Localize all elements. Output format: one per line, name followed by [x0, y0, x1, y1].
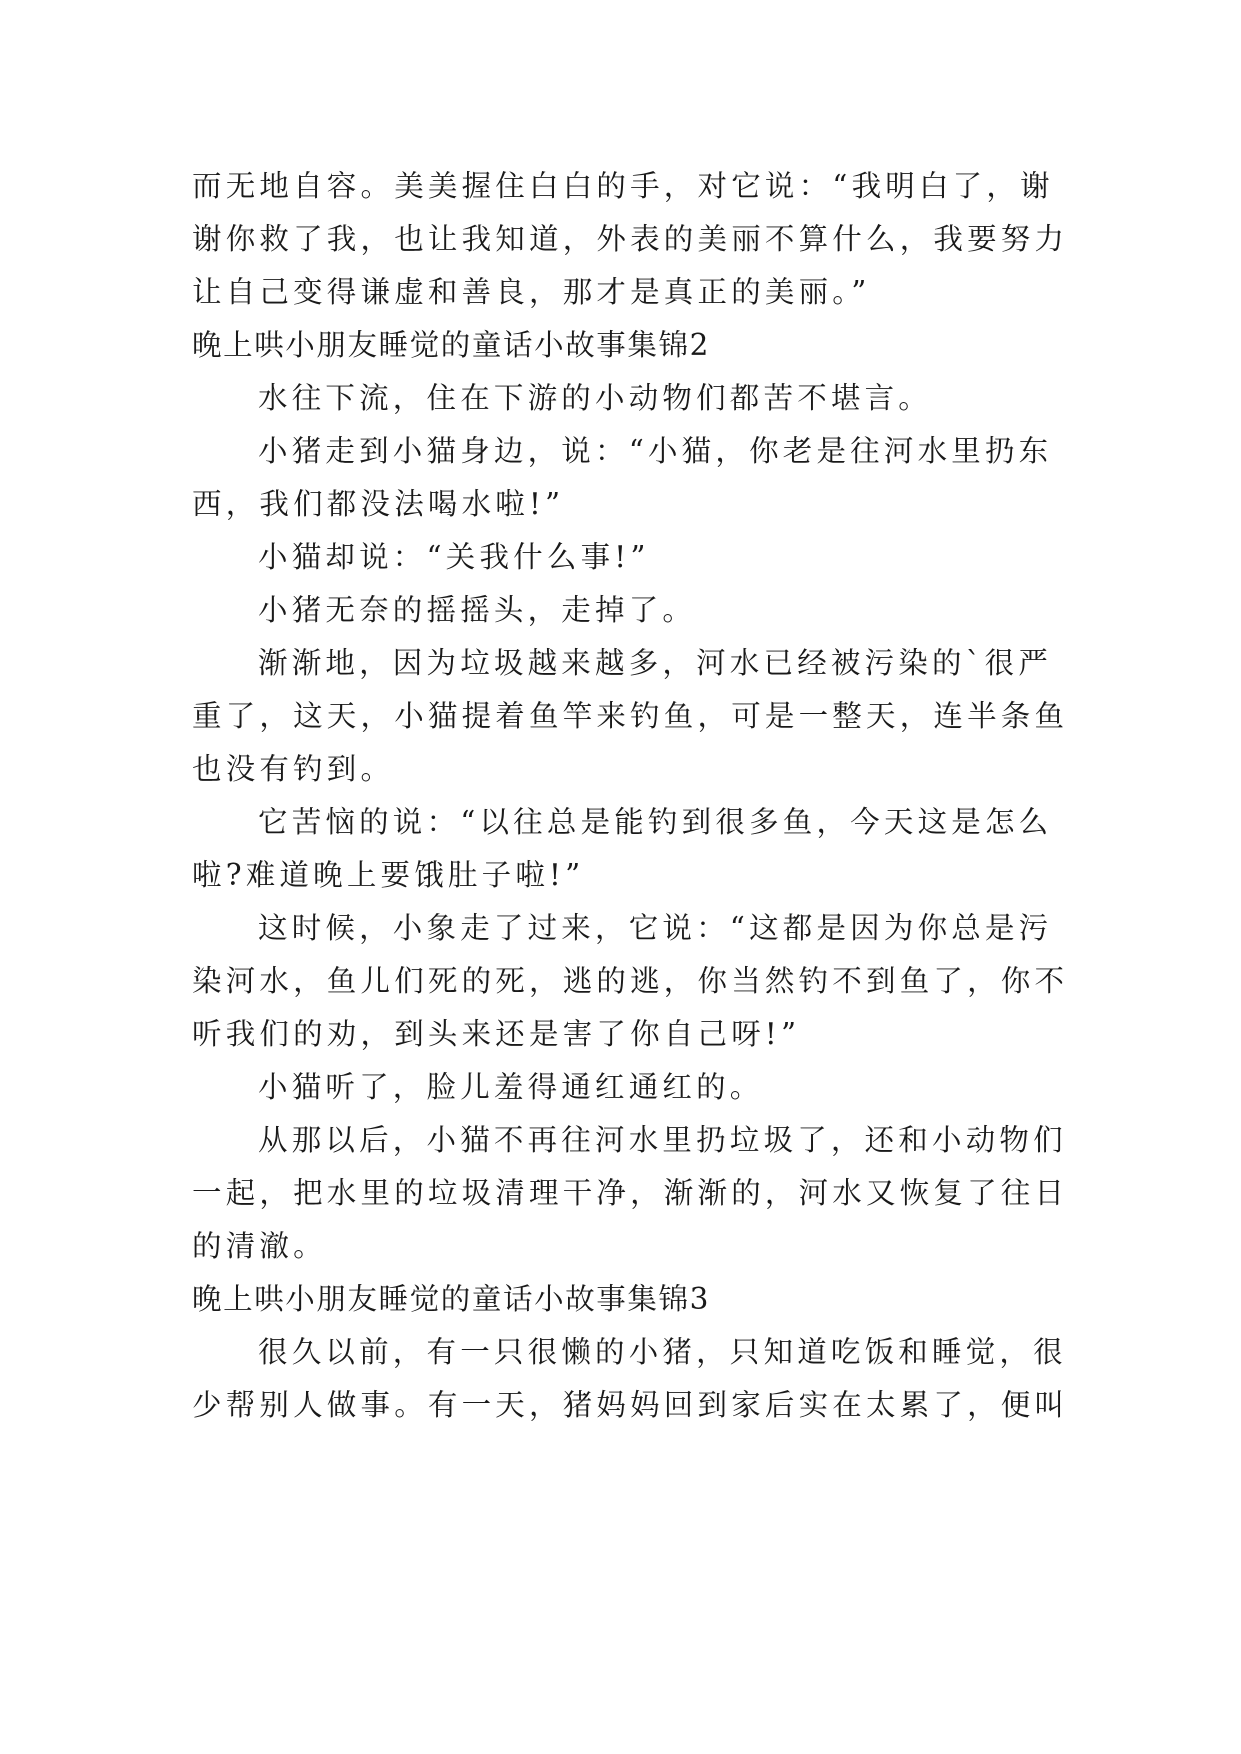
- paragraph-start-line: 很久以前，有一只很懒的小猪，只知道吃饭和睡觉，很: [258, 1335, 1067, 1369]
- text-line: 一起，把水里的垃圾清理干净，渐渐的，河水又恢复了往日: [192, 1176, 1069, 1210]
- text-line: 谢你救了我，也让我知道，外表的美丽不算什么，我要努力: [192, 222, 1069, 256]
- document-page: [192, 160, 1069, 1432]
- text-line: 西，我们都没法喝水啦!”: [192, 487, 565, 521]
- paragraph-start-line: 小猫却说：“关我什么事!”: [258, 540, 650, 574]
- section-heading: 晚上哄小朋友睡觉的童话小故事集锦2: [192, 328, 710, 362]
- section-heading: 晚上哄小朋友睡觉的童话小故事集锦3: [192, 1282, 710, 1316]
- paragraph-start-line: 它苦恼的说：“以往总是能钓到很多鱼，今天这是怎么: [258, 805, 1053, 839]
- text-line: 重了，这天，小猫提着鱼竿来钓鱼，可是一整天，连半条鱼: [192, 699, 1069, 733]
- paragraph-start-line: 渐渐地，因为垃圾越来越多，河水已经被污染的`很严: [258, 646, 1053, 680]
- text-line: 而无地自容。美美握住白白的手，对它说：“我明白了，谢: [192, 169, 1054, 203]
- paragraph-start-line: 小猫听了，脸儿羞得通红通红的。: [258, 1070, 764, 1104]
- text-line: 也没有钓到。: [192, 752, 395, 786]
- paragraph-start-line: 从那以后，小猫不再往河水里扔垃圾了，还和小动物们: [258, 1123, 1067, 1157]
- paragraph-start-line: 小猪无奈的摇摇头，走掉了。: [258, 593, 697, 627]
- text-line: 的清澈。: [192, 1229, 327, 1263]
- paragraph-start-line: 小猪走到小猫身边，说：“小猫，你老是往河水里扔东: [258, 434, 1053, 468]
- text-line: 染河水，鱼儿们死的死，逃的逃，你当然钓不到鱼了，你不: [192, 964, 1069, 998]
- paragraph-start-line: 水往下流，住在下游的小动物们都苦不堪言。: [258, 381, 933, 415]
- text-line: 让自己变得谦虚和善良，那才是真正的美丽。”: [192, 275, 871, 309]
- text-line: 少帮别人做事。有一天，猪妈妈回到家后实在太累了，便叫: [192, 1388, 1069, 1422]
- text-line: 啦?难道晚上要饿肚子啦!”: [192, 858, 585, 892]
- paragraph-start-line: 这时候，小象走了过来，它说：“这都是因为你总是污: [258, 911, 1053, 945]
- text-line: 听我们的劝，到头来还是害了你自己呀!”: [192, 1017, 801, 1051]
